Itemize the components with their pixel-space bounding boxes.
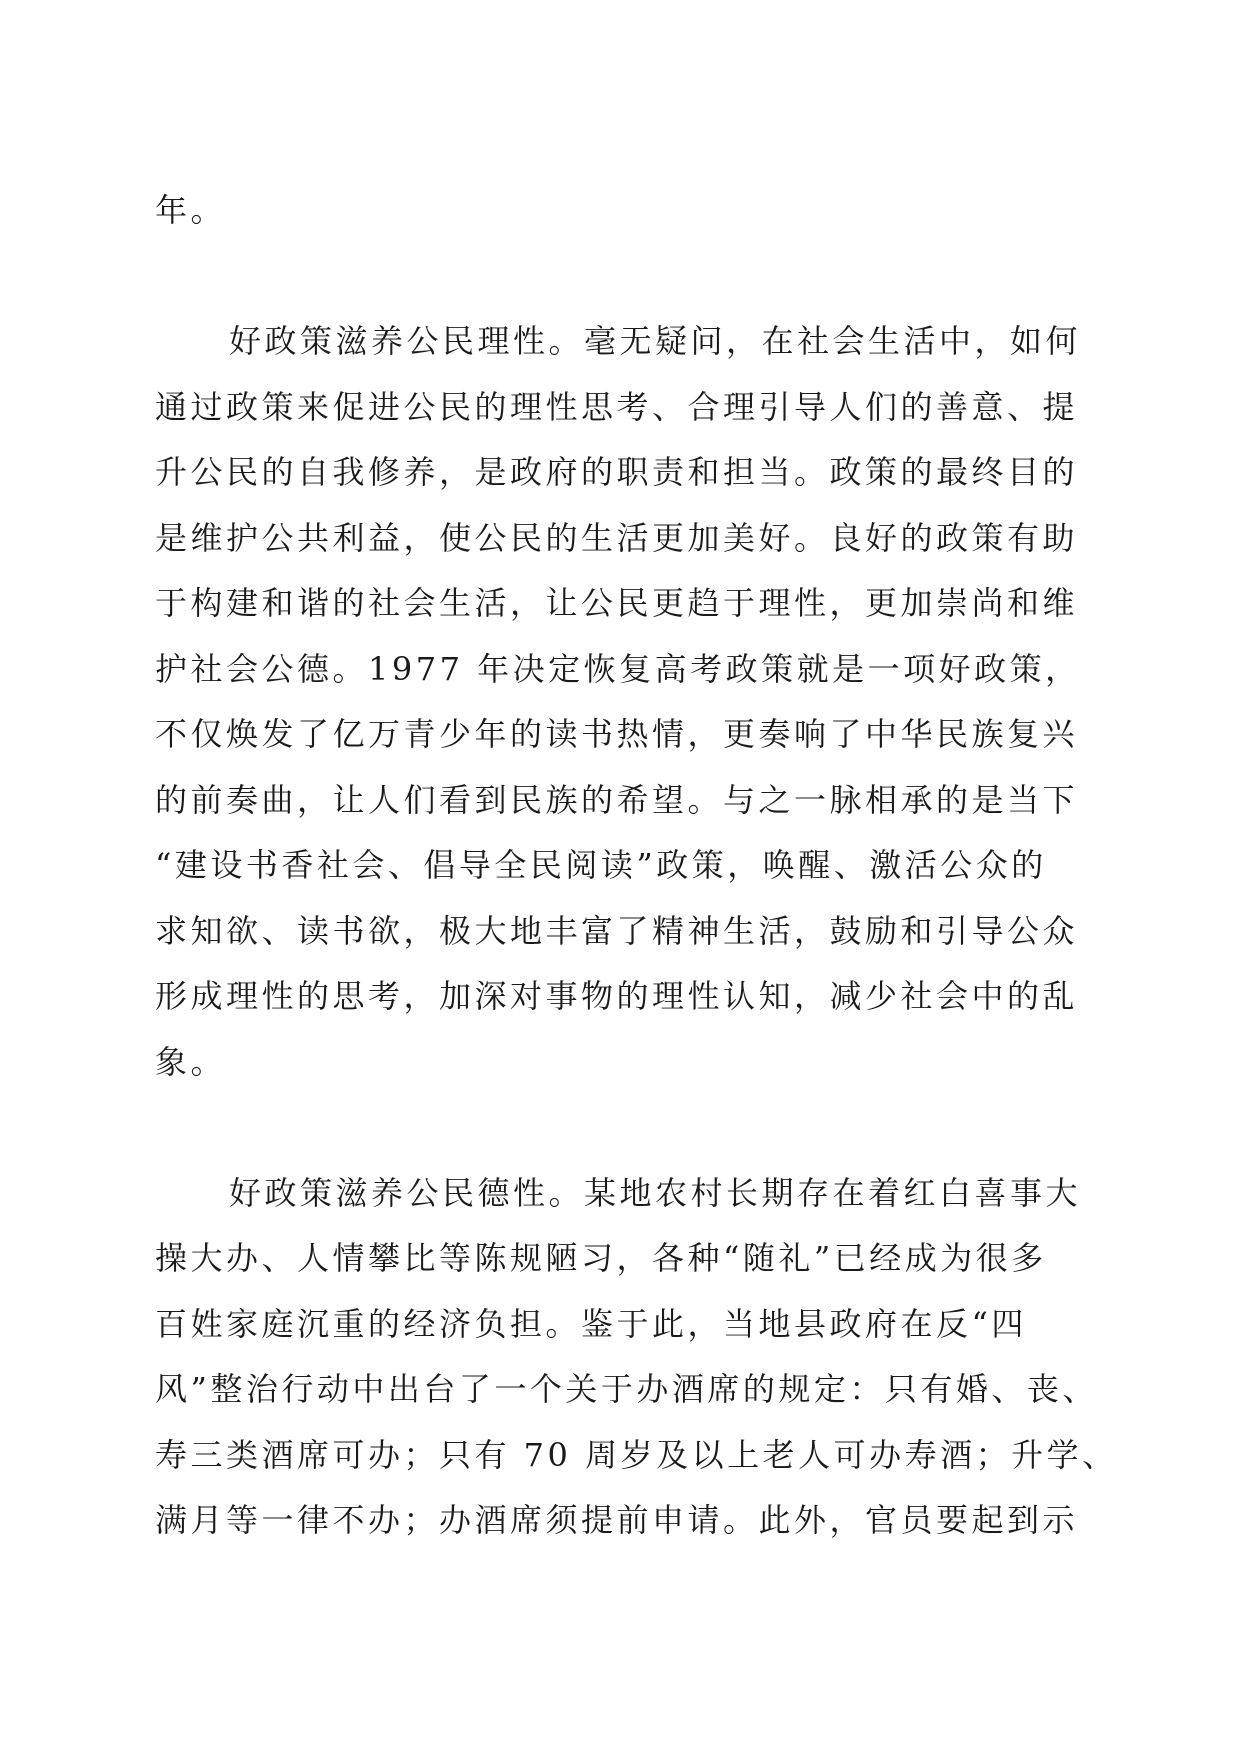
text-line: 护社会公德。1977 年决定恢复高考政策就是一项好政策，: [155, 649, 1081, 688]
paragraph-rational: [155, 309, 1085, 1095]
text-line: 百姓家庭沉重的经济负担。鉴于此，当地县政府在反“四: [155, 1304, 1027, 1343]
paragraph-moral: [155, 1161, 1118, 1554]
text-line: 的前奏曲，让人们看到民族的希望。与之一脉相承的是当下: [155, 780, 1079, 819]
text-line: 是维护公共利益，使公民的生活更加美好。良好的政策有助: [155, 518, 1079, 557]
text-line: 通过政策来促进公民的理性思考、合理引导人们的善意、提: [155, 387, 1079, 426]
text-line: 于构建和谐的社会生活，让公民更趋于理性，更加崇尚和维: [155, 584, 1079, 622]
text-line: 好政策滋养公民德性。某地农村长期存在着红白喜事大: [229, 1173, 1082, 1212]
text-line: 操大办、人情攀比等陈规陋习，各种“随礼”已经成为很多: [155, 1239, 1047, 1277]
text-line: 寿三类酒席可办；只有 70 周岁及以上老人可办寿酒；升学、: [155, 1435, 1118, 1474]
text-line: 好政策滋养公民理性。毫无疑问，在社会生活中，如何: [229, 322, 1082, 360]
document-body: [155, 178, 1118, 1554]
text-line: 年。: [155, 191, 227, 229]
text-line: 升公民的自我修养，是政府的职责和担当。政策的最终目的: [155, 453, 1079, 491]
paragraph-gap: [155, 1095, 1085, 1161]
text-line: 不仅焕发了亿万青少年的读书热情，更奏响了中华民族复兴: [155, 715, 1079, 753]
text-line: 形成理性的思考，加深对事物的理性认知，减少社会中的乱: [155, 977, 1079, 1015]
text-line: 满月等一律不办；办酒席须提前申请。此外，官员要起到示: [155, 1501, 1079, 1539]
text-line: “建设书香社会、倡导全民阅读”政策，唤醒、激活公众的: [155, 846, 1047, 884]
text-line: 求知欲、读书欲，极大地丰富了精神生活，鼓励和引导公众: [155, 911, 1079, 950]
paragraph-gap: [155, 244, 1085, 310]
text-line: 象。: [155, 1042, 227, 1081]
text-line: 风”整治行动中出台了一个关于办酒席的规定：只有婚、丧、: [155, 1370, 1098, 1408]
